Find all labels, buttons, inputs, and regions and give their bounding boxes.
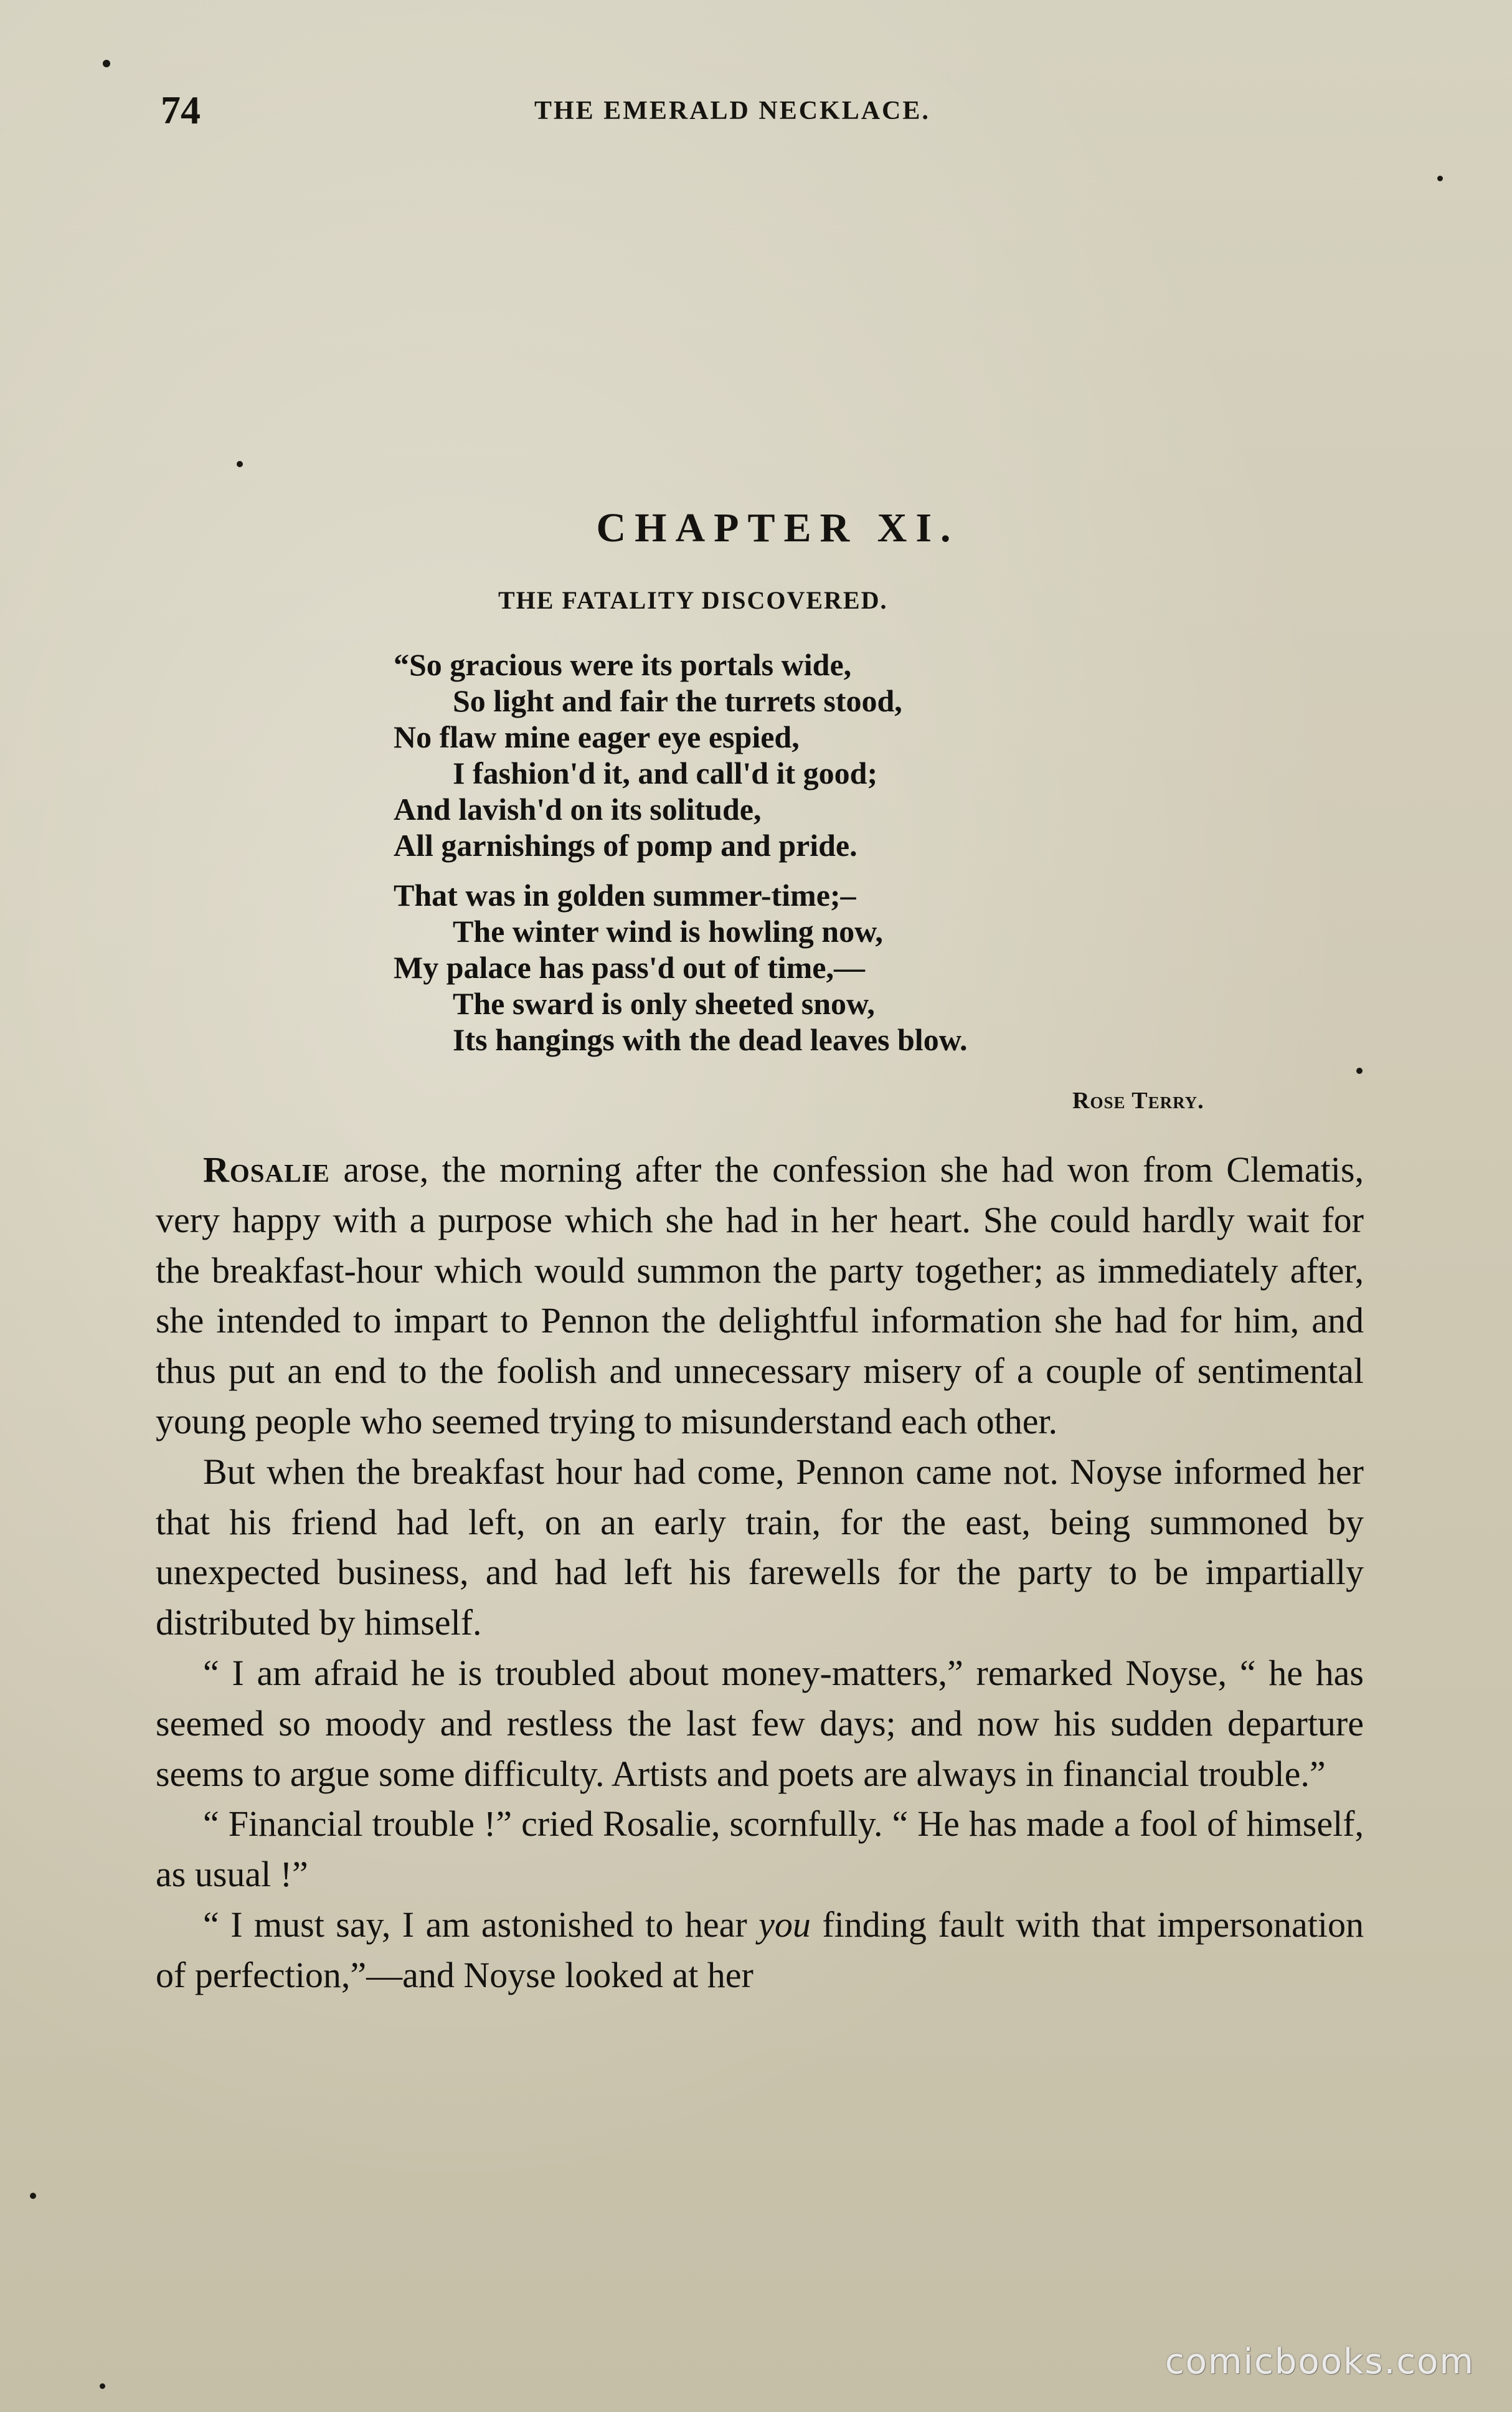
chapter-body — [156, 1145, 1364, 2001]
running-title: THE EMERALD NECKLACE. — [534, 97, 930, 125]
paragraph — [156, 1145, 1364, 1447]
poem-line: The sward is only sheeted snow, — [453, 986, 875, 1021]
epigraph-poem — [394, 647, 1377, 1058]
poem-line: No flaw mine eager eye espied, — [394, 719, 800, 754]
ink-speck — [30, 2193, 36, 2199]
page-number: 74 — [161, 88, 201, 132]
paragraph: “ I am afraid he is troubled about money-matters,” remarked Noyse, “ he has seemed so moody and restless the last few days; and now his sudden departure seems to argue some difficulty. Artists and poets are always in financial trouble.” — [156, 1652, 1364, 1794]
ink-speck — [100, 2383, 105, 2389]
poem-line: That was in golden summer-time;– — [394, 878, 856, 913]
paragraph — [156, 1900, 1364, 2001]
emphasis-text: you — [758, 1904, 811, 1945]
paragraph-text: finding fault with that impersonation of perfection,”—and Noyse looked at her — [156, 1904, 1364, 1995]
poem-line: My palace has pass'd out of time,— — [394, 950, 865, 985]
page-header — [161, 87, 1369, 137]
poem-attribution: Rose Terry. — [1072, 1088, 1204, 1114]
poem-line: I fashion'd it, and call'd it good; — [453, 756, 878, 791]
paragraph: “ Financial trouble !” cried Rosalie, scornfully. “ He has made a fool of himself, as usual !” — [156, 1803, 1364, 1895]
paragraph: But when the breakfast hour had come, Pennon came not. Noyse informed her that his friend had left, on an early train, for the east, being summoned by unexpected business, and had left his farewells for the party to be impartially distributed by himself. — [156, 1451, 1364, 1643]
paragraph-text: “ I must say, I am astonished to hear — [203, 1904, 759, 1945]
poem-line: The winter wind is howling now, — [453, 914, 883, 949]
ink-speck — [237, 461, 243, 467]
watermark-logo: comicbooks.com — [1165, 2342, 1475, 2382]
poem-line: Its hangings with the dead leaves blow. — [453, 1022, 968, 1057]
poem-line: All garnishings of pomp and pride. — [394, 828, 858, 863]
paragraph-lead-name: Rosalie — [203, 1149, 330, 1190]
poem-line: “So gracious were its portals wide, — [394, 647, 852, 682]
paragraph-text: arose, the morning after the confession she had won from Clematis, very happy with a purpose which she had in her heart. She could hardly wait for the breakfast-hour which would summon the party together; as immediately after, she intended to impart to Pennon the delightful information she had for him, and thus put an end to the foolish and unnecessary misery of a couple of sentimental young people who seemed trying to misunderstand each other. — [156, 1149, 1364, 1441]
ink-speck — [103, 60, 110, 67]
ink-speck — [1356, 1068, 1363, 1074]
chapter-title: CHAPTER XI. — [596, 505, 960, 551]
chapter-subtitle: THE FATALITY DISCOVERED. — [498, 586, 888, 614]
ink-speck — [1437, 176, 1443, 181]
poem-line: So light and fair the turrets stood, — [453, 683, 902, 718]
poem-line: And lavish'd on its solitude, — [394, 792, 762, 827]
